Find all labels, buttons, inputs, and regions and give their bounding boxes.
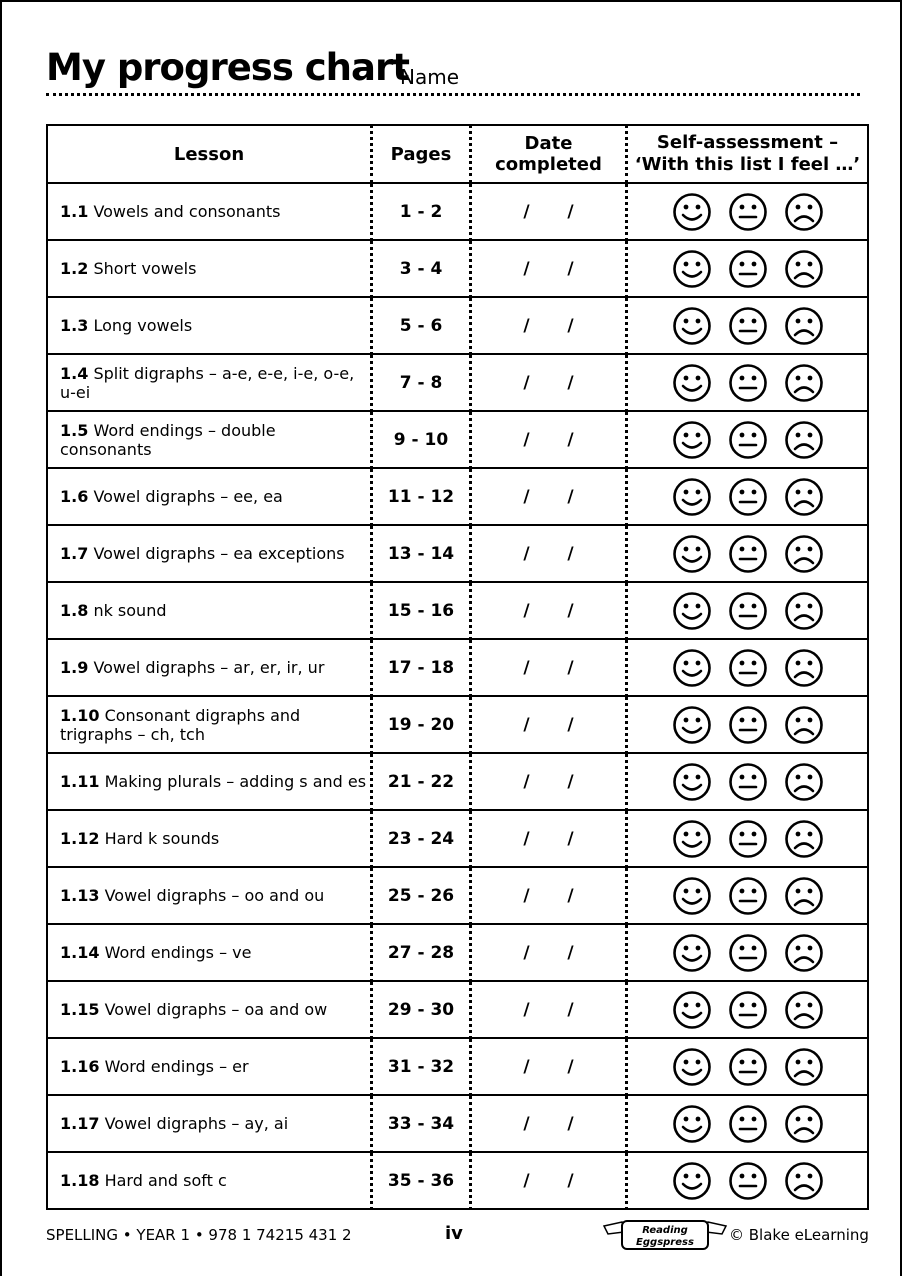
date-completed-field[interactable] bbox=[471, 354, 627, 411]
lesson-number: 1.3 bbox=[60, 316, 89, 335]
date-completed-field[interactable] bbox=[471, 582, 627, 639]
self-assessment-cell bbox=[627, 981, 869, 1038]
date-completed-field[interactable] bbox=[471, 468, 627, 525]
self-assessment-cell bbox=[627, 297, 869, 354]
pages-cell: 13 - 14 bbox=[372, 525, 471, 582]
face-options bbox=[628, 363, 867, 403]
lesson-title: Vowel digraphs – ar, er, ir, ur bbox=[93, 658, 325, 677]
lesson-number: 1.6 bbox=[60, 487, 89, 506]
date-separator: / bbox=[523, 1056, 530, 1077]
date-separator: / bbox=[523, 543, 530, 564]
table-row bbox=[47, 468, 868, 525]
date-completed-field[interactable] bbox=[471, 867, 627, 924]
lesson-cell bbox=[47, 183, 372, 240]
face-options bbox=[628, 990, 867, 1030]
date-completed-field[interactable] bbox=[471, 639, 627, 696]
happy-face-icon[interactable] bbox=[672, 705, 712, 745]
lesson-title: Hard k sounds bbox=[104, 829, 220, 848]
lesson-title: Vowel digraphs – oo and ou bbox=[104, 886, 325, 905]
table-row bbox=[47, 981, 868, 1038]
lesson-title: Word endings – double consonants bbox=[60, 420, 276, 459]
happy-face-icon[interactable] bbox=[672, 990, 712, 1030]
sad-face-icon[interactable] bbox=[784, 249, 824, 289]
lesson-cell bbox=[47, 525, 372, 582]
sad-face-icon[interactable] bbox=[784, 306, 824, 346]
sad-face-icon[interactable] bbox=[784, 363, 824, 403]
name-dotted-line bbox=[46, 93, 860, 96]
date-separator: / bbox=[567, 543, 574, 564]
lesson-title: Vowel digraphs – ea exceptions bbox=[93, 544, 345, 563]
self-assessment-cell bbox=[627, 525, 869, 582]
sad-face-icon[interactable] bbox=[784, 1104, 824, 1144]
table-row bbox=[47, 1152, 868, 1209]
lesson-number: 1.16 bbox=[60, 1057, 100, 1076]
happy-face-icon[interactable] bbox=[672, 1104, 712, 1144]
table-row bbox=[47, 753, 868, 810]
sad-face-icon[interactable] bbox=[784, 534, 824, 574]
date-separator: / bbox=[523, 1170, 530, 1191]
date-separator: / bbox=[523, 201, 530, 222]
sad-face-icon[interactable] bbox=[784, 705, 824, 745]
footer-book-info: SPELLING • YEAR 1 • 978 1 74215 431 2 bbox=[46, 1226, 352, 1244]
lesson-number: 1.1 bbox=[60, 202, 89, 221]
lesson-number: 1.11 bbox=[60, 772, 100, 791]
neutral-face-icon[interactable] bbox=[728, 1161, 768, 1201]
face-options bbox=[628, 876, 867, 916]
pages-cell: 29 - 30 bbox=[372, 981, 471, 1038]
self-assessment-cell bbox=[627, 810, 869, 867]
lesson-cell bbox=[47, 639, 372, 696]
lesson-cell bbox=[47, 696, 372, 753]
date-separator: / bbox=[567, 771, 574, 792]
pages-cell: 35 - 36 bbox=[372, 1152, 471, 1209]
lesson-title: Making plurals – adding s and es bbox=[104, 772, 367, 791]
lesson-cell bbox=[47, 297, 372, 354]
logo-text-line1: Reading bbox=[642, 1225, 688, 1236]
neutral-face-icon[interactable] bbox=[728, 1047, 768, 1087]
date-separator: / bbox=[523, 372, 530, 393]
date-separator: / bbox=[523, 942, 530, 963]
progress-table bbox=[46, 124, 869, 1210]
happy-face-icon[interactable] bbox=[672, 534, 712, 574]
pages-header: Pages bbox=[372, 125, 471, 183]
logo-text-line2: Eggspress bbox=[636, 1237, 694, 1248]
date-completed-field[interactable] bbox=[471, 525, 627, 582]
happy-face-icon[interactable] bbox=[672, 192, 712, 232]
date-separator: / bbox=[567, 258, 574, 279]
date-separator: / bbox=[523, 258, 530, 279]
face-options bbox=[628, 933, 867, 973]
date-completed-field[interactable] bbox=[471, 696, 627, 753]
neutral-face-icon[interactable] bbox=[728, 705, 768, 745]
neutral-face-icon[interactable] bbox=[728, 363, 768, 403]
self-assessment-cell bbox=[627, 867, 869, 924]
sad-face-icon[interactable] bbox=[784, 990, 824, 1030]
lesson-number: 1.7 bbox=[60, 544, 89, 563]
neutral-face-icon[interactable] bbox=[728, 477, 768, 517]
happy-face-icon[interactable] bbox=[672, 819, 712, 859]
table-row bbox=[47, 639, 868, 696]
page-number: iv bbox=[445, 1223, 463, 1244]
date-separator: / bbox=[567, 999, 574, 1020]
date-completed-field[interactable] bbox=[471, 183, 627, 240]
neutral-face-icon[interactable] bbox=[728, 1104, 768, 1144]
lesson-number: 1.8 bbox=[60, 601, 89, 620]
face-options bbox=[628, 1161, 867, 1201]
pages-cell: 3 - 4 bbox=[372, 240, 471, 297]
neutral-face-icon[interactable] bbox=[728, 819, 768, 859]
sad-face-icon[interactable] bbox=[784, 933, 824, 973]
pages-cell: 11 - 12 bbox=[372, 468, 471, 525]
date-separator: / bbox=[523, 429, 530, 450]
date-separator: / bbox=[567, 429, 574, 450]
lesson-cell bbox=[47, 810, 372, 867]
self-assessment-cell bbox=[627, 354, 869, 411]
face-options bbox=[628, 1047, 867, 1087]
face-options bbox=[628, 192, 867, 232]
name-label: Name bbox=[400, 65, 460, 89]
face-options bbox=[628, 762, 867, 802]
lesson-cell bbox=[47, 981, 372, 1038]
neutral-face-icon[interactable] bbox=[728, 762, 768, 802]
pages-cell: 7 - 8 bbox=[372, 354, 471, 411]
date-separator: / bbox=[567, 1056, 574, 1077]
self-assessment-cell bbox=[627, 1038, 869, 1095]
date-separator: / bbox=[567, 315, 574, 336]
happy-face-icon[interactable] bbox=[672, 591, 712, 631]
self-assessment-header-line1: Self-assessment – bbox=[656, 132, 839, 153]
lesson-number: 1.17 bbox=[60, 1114, 100, 1133]
neutral-face-icon[interactable] bbox=[728, 990, 768, 1030]
face-options bbox=[628, 249, 867, 289]
date-separator: / bbox=[523, 315, 530, 336]
date-separator: / bbox=[523, 486, 530, 507]
face-options bbox=[628, 705, 867, 745]
pages-cell: 23 - 24 bbox=[372, 810, 471, 867]
date-separator: / bbox=[567, 486, 574, 507]
lesson-title: Consonant digraphs and trigraphs – ch, tch bbox=[60, 705, 301, 744]
pages-cell: 15 - 16 bbox=[372, 582, 471, 639]
date-completed-field[interactable] bbox=[471, 810, 627, 867]
lesson-title: Vowel digraphs – ee, ea bbox=[93, 487, 283, 506]
pages-cell: 27 - 28 bbox=[372, 924, 471, 981]
self-assessment-cell bbox=[627, 411, 869, 468]
face-options bbox=[628, 306, 867, 346]
lesson-header: Lesson bbox=[47, 125, 372, 183]
pages-cell: 1 - 2 bbox=[372, 183, 471, 240]
date-completed-field[interactable] bbox=[471, 1095, 627, 1152]
table-row bbox=[47, 240, 868, 297]
date-separator: / bbox=[523, 657, 530, 678]
date-separator: / bbox=[567, 885, 574, 906]
lesson-title: Vowel digraphs – ay, ai bbox=[104, 1114, 289, 1133]
face-options bbox=[628, 819, 867, 859]
table-header-row bbox=[47, 125, 868, 183]
date-separator: / bbox=[567, 657, 574, 678]
date-separator: / bbox=[567, 600, 574, 621]
table-row bbox=[47, 525, 868, 582]
face-options bbox=[628, 477, 867, 517]
self-assessment-cell bbox=[627, 1152, 869, 1209]
self-assessment-cell bbox=[627, 753, 869, 810]
lesson-title: nk sound bbox=[93, 601, 167, 620]
date-completed-field[interactable] bbox=[471, 297, 627, 354]
lesson-number: 1.2 bbox=[60, 259, 89, 278]
lesson-cell bbox=[47, 1095, 372, 1152]
face-options bbox=[628, 420, 867, 460]
happy-face-icon[interactable] bbox=[672, 306, 712, 346]
happy-face-icon[interactable] bbox=[672, 1047, 712, 1087]
date-separator: / bbox=[567, 372, 574, 393]
neutral-face-icon[interactable] bbox=[728, 933, 768, 973]
date-separator: / bbox=[567, 1170, 574, 1191]
pages-cell: 21 - 22 bbox=[372, 753, 471, 810]
date-completed-field[interactable] bbox=[471, 981, 627, 1038]
sad-face-icon[interactable] bbox=[784, 420, 824, 460]
self-assessment-cell bbox=[627, 639, 869, 696]
lesson-title: Short vowels bbox=[93, 259, 197, 278]
neutral-face-icon[interactable] bbox=[728, 591, 768, 631]
date-completed-field[interactable] bbox=[471, 924, 627, 981]
table-row bbox=[47, 924, 868, 981]
self-assessment-cell bbox=[627, 240, 869, 297]
pages-cell: 25 - 26 bbox=[372, 867, 471, 924]
reading-eggspress-logo bbox=[602, 1218, 728, 1252]
happy-face-icon[interactable] bbox=[672, 363, 712, 403]
happy-face-icon[interactable] bbox=[672, 648, 712, 688]
table-row bbox=[47, 297, 868, 354]
sad-face-icon[interactable] bbox=[784, 762, 824, 802]
pages-cell: 31 - 32 bbox=[372, 1038, 471, 1095]
self-assessment-cell bbox=[627, 696, 869, 753]
self-assessment-header-line2: ‘With this list I feel …’ bbox=[634, 154, 861, 175]
table-row bbox=[47, 354, 868, 411]
lesson-number: 1.10 bbox=[60, 705, 100, 725]
face-options bbox=[628, 591, 867, 631]
neutral-face-icon[interactable] bbox=[728, 534, 768, 574]
table-row bbox=[47, 582, 868, 639]
happy-face-icon[interactable] bbox=[672, 762, 712, 802]
pages-cell: 9 - 10 bbox=[372, 411, 471, 468]
lesson-number: 1.13 bbox=[60, 886, 100, 905]
date-completed-field[interactable] bbox=[471, 1152, 627, 1209]
self-assessment-cell bbox=[627, 183, 869, 240]
lesson-number: 1.12 bbox=[60, 829, 100, 848]
table-row bbox=[47, 1095, 868, 1152]
neutral-face-icon[interactable] bbox=[728, 420, 768, 460]
date-separator: / bbox=[523, 714, 530, 735]
table-row bbox=[47, 1038, 868, 1095]
neutral-face-icon[interactable] bbox=[728, 648, 768, 688]
happy-face-icon[interactable] bbox=[672, 477, 712, 517]
lesson-cell bbox=[47, 753, 372, 810]
table-body bbox=[47, 183, 868, 1209]
neutral-face-icon[interactable] bbox=[728, 306, 768, 346]
page-title: My progress chart bbox=[46, 46, 409, 89]
happy-face-icon[interactable] bbox=[672, 1161, 712, 1201]
neutral-face-icon[interactable] bbox=[728, 876, 768, 916]
date-completed-field[interactable] bbox=[471, 1038, 627, 1095]
lesson-number: 1.9 bbox=[60, 658, 89, 677]
lesson-cell bbox=[47, 867, 372, 924]
lesson-cell bbox=[47, 1152, 372, 1209]
face-options bbox=[628, 648, 867, 688]
lesson-number: 1.5 bbox=[60, 420, 89, 440]
date-separator: / bbox=[567, 201, 574, 222]
table-row bbox=[47, 696, 868, 753]
pages-cell: 19 - 20 bbox=[372, 696, 471, 753]
sad-face-icon[interactable] bbox=[784, 1161, 824, 1201]
sad-face-icon[interactable] bbox=[784, 648, 824, 688]
date-separator: / bbox=[567, 942, 574, 963]
date-separator: / bbox=[523, 828, 530, 849]
neutral-face-icon[interactable] bbox=[728, 192, 768, 232]
pages-cell: 17 - 18 bbox=[372, 639, 471, 696]
date-completed-field[interactable] bbox=[471, 240, 627, 297]
self-assessment-cell bbox=[627, 924, 869, 981]
lesson-number: 1.15 bbox=[60, 1000, 100, 1019]
pages-cell: 5 - 6 bbox=[372, 297, 471, 354]
self-assessment-cell bbox=[627, 1095, 869, 1152]
lesson-cell bbox=[47, 1038, 372, 1095]
date-separator: / bbox=[523, 885, 530, 906]
happy-face-icon[interactable] bbox=[672, 249, 712, 289]
date-separator: / bbox=[567, 1113, 574, 1134]
sad-face-icon[interactable] bbox=[784, 477, 824, 517]
lesson-cell bbox=[47, 411, 372, 468]
lesson-cell bbox=[47, 354, 372, 411]
sad-face-icon[interactable] bbox=[784, 591, 824, 631]
date-separator: / bbox=[523, 600, 530, 621]
table-row bbox=[47, 810, 868, 867]
date-separator: / bbox=[567, 714, 574, 735]
lesson-title: Vowel digraphs – oa and ow bbox=[104, 1000, 328, 1019]
lesson-number: 1.18 bbox=[60, 1171, 100, 1190]
neutral-face-icon[interactable] bbox=[728, 249, 768, 289]
lesson-cell bbox=[47, 468, 372, 525]
date-completed-field[interactable] bbox=[471, 753, 627, 810]
date-completed-field[interactable] bbox=[471, 411, 627, 468]
face-options bbox=[628, 534, 867, 574]
lesson-cell bbox=[47, 924, 372, 981]
date-separator: / bbox=[523, 771, 530, 792]
sad-face-icon[interactable] bbox=[784, 819, 824, 859]
face-options bbox=[628, 1104, 867, 1144]
date-separator: / bbox=[523, 999, 530, 1020]
sad-face-icon[interactable] bbox=[784, 1047, 824, 1087]
lesson-title: Long vowels bbox=[93, 316, 193, 335]
table-row bbox=[47, 183, 868, 240]
sad-face-icon[interactable] bbox=[784, 876, 824, 916]
self-assessment-header bbox=[627, 125, 869, 183]
happy-face-icon[interactable] bbox=[672, 420, 712, 460]
lesson-number: 1.14 bbox=[60, 943, 100, 962]
table-row bbox=[47, 867, 868, 924]
copyright: © Blake eLearning bbox=[729, 1226, 869, 1244]
self-assessment-cell bbox=[627, 468, 869, 525]
date-separator: / bbox=[567, 828, 574, 849]
lesson-title: Word endings – ve bbox=[104, 943, 252, 962]
happy-face-icon[interactable] bbox=[672, 876, 712, 916]
self-assessment-cell bbox=[627, 582, 869, 639]
lesson-title: Split digraphs – a-e, e-e, i-e, o-e, u-ei bbox=[60, 363, 355, 402]
date-separator: / bbox=[523, 1113, 530, 1134]
lesson-number: 1.4 bbox=[60, 363, 89, 383]
sad-face-icon[interactable] bbox=[784, 192, 824, 232]
lesson-title: Vowels and consonants bbox=[93, 202, 281, 221]
date-header: Date completed bbox=[471, 125, 627, 183]
lesson-cell bbox=[47, 582, 372, 639]
lesson-title: Word endings – er bbox=[104, 1057, 249, 1076]
lesson-title: Hard and soft c bbox=[104, 1171, 227, 1190]
happy-face-icon[interactable] bbox=[672, 933, 712, 973]
table-row bbox=[47, 411, 868, 468]
pages-cell: 33 - 34 bbox=[372, 1095, 471, 1152]
lesson-cell bbox=[47, 240, 372, 297]
